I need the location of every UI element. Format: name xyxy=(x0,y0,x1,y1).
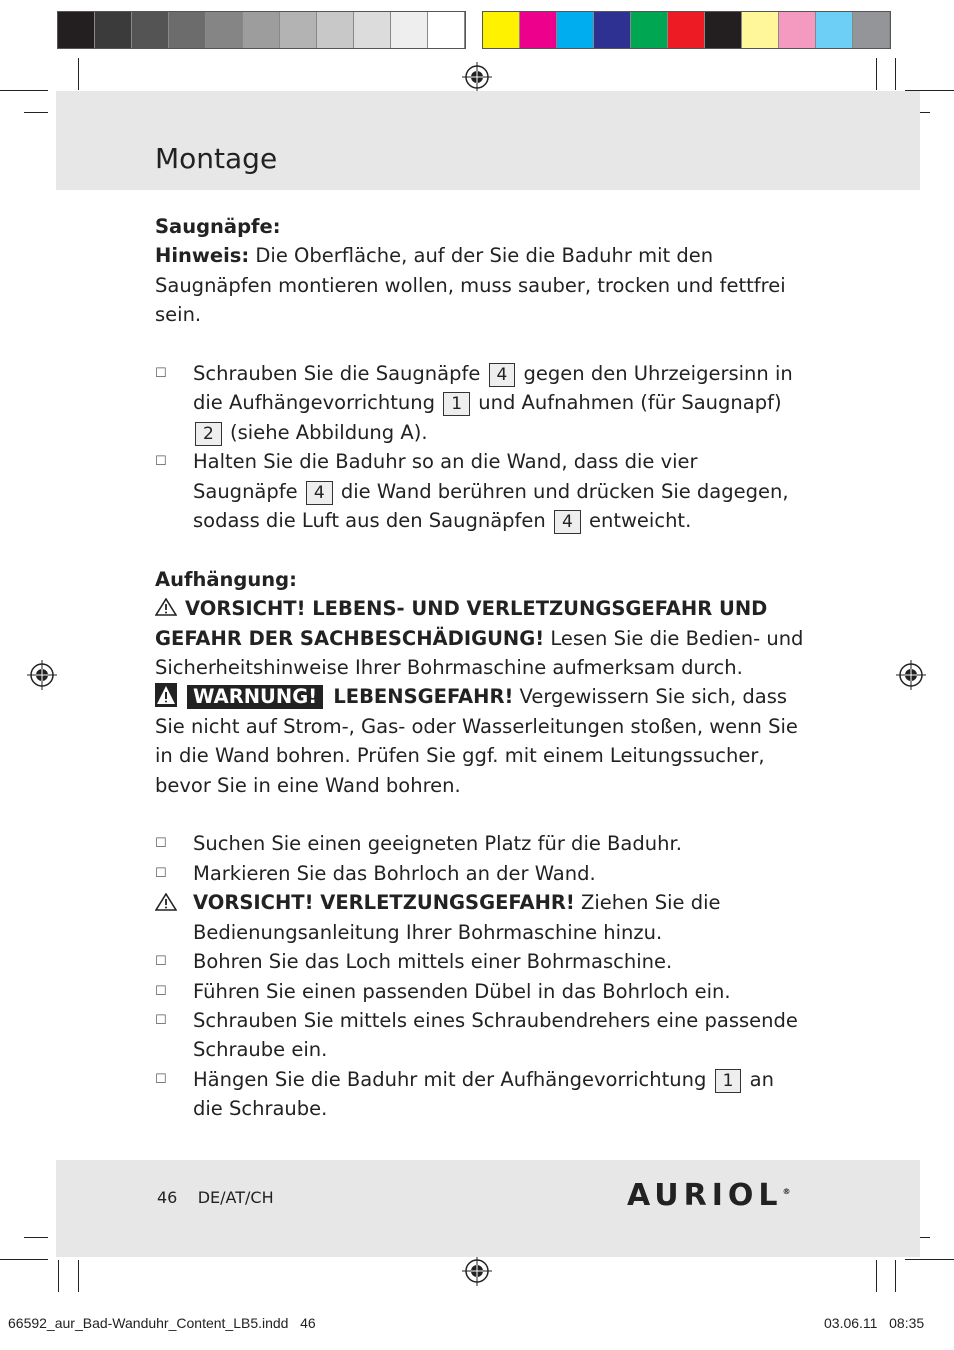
item-text: Bohren Sie das Loch mittels einer Bohrmaschine. xyxy=(193,950,673,974)
page-footer xyxy=(157,1188,274,1207)
item-text: Schrauben Sie mittels eines Schraubendrehers eine passende Schraube ein. xyxy=(193,1008,798,1062)
checkbox-bullet-icon: ☐ xyxy=(155,865,167,881)
list-item xyxy=(155,447,805,535)
part-number: 4 xyxy=(306,481,333,505)
item-text: Suchen Sie einen geeigneten Platz für die Baduhr. xyxy=(193,832,682,856)
item-text: Hängen Sie die Baduhr mit der Aufhängevorrichtung xyxy=(193,1067,707,1091)
checkbox-bullet-icon: ☐ xyxy=(155,1071,167,1087)
part-number: 2 xyxy=(195,422,222,446)
color-swatch xyxy=(853,12,890,48)
brand-name: AURIOL xyxy=(627,1178,783,1213)
item-text: (siehe Abbildung A). xyxy=(230,420,428,444)
color-swatch xyxy=(816,12,853,48)
caution-item xyxy=(155,888,805,947)
crop-mark xyxy=(876,58,877,90)
checkbox-bullet-icon: ☐ xyxy=(155,366,167,382)
warning-text: Vergewissern Sie sich, dass Sie nicht auf Strom-, Gas- oder Wasserleitungen stoßen, wenn Sie in die Wand bohren. Prüfen Sie ggf. mit einem Leitungssucher, bevor Sie in eine Wand bohren. xyxy=(155,685,798,797)
part-number: 1 xyxy=(443,392,470,416)
item-text: gegen den Uhrzeigersinn in die Aufhängevorrichtung xyxy=(193,362,793,415)
region-label: DE/AT/CH xyxy=(197,1188,274,1207)
list-item xyxy=(155,359,805,447)
crop-mark xyxy=(0,90,48,91)
warning-bold: LEBENSGEFAHR! xyxy=(333,685,514,709)
slug-filename: 66592_aur_Bad-Wanduhr_Content_LB5.indd 46 xyxy=(8,1315,316,1331)
warning-triangle-icon xyxy=(155,598,177,616)
page-number: 46 xyxy=(157,1188,178,1207)
list-item xyxy=(155,829,805,858)
checkbox-bullet-icon: ☐ xyxy=(155,1012,167,1028)
registration-mark-icon xyxy=(462,1256,492,1286)
note-label: Hinweis: xyxy=(155,244,250,268)
color-swatch xyxy=(169,12,206,48)
color-swatch xyxy=(742,12,779,48)
caution-bold: VORSICHT! LEBENS- UND VERLETZUNGSGEFAHR UND GEFAHR DER SACHBESCHÄDIGUNG! xyxy=(155,597,768,650)
item-text: Halten Sie die Baduhr so an die Wand, dass die vier Saugnäpfe xyxy=(193,450,698,503)
page-title: Montage xyxy=(155,142,278,175)
crop-mark xyxy=(78,58,79,90)
warning-triangle-icon xyxy=(155,893,177,911)
crop-mark xyxy=(895,58,896,90)
color-swatch xyxy=(132,12,169,48)
item-text: und Aufnahmen (für Saugnapf) xyxy=(478,391,782,415)
checkbox-bullet-icon: ☐ xyxy=(155,983,167,999)
caution-text: Ziehen Sie die Bedienungsanleitung Ihrer Bohrmaschine hinzu. xyxy=(193,891,721,944)
color-swatch xyxy=(206,12,243,48)
crop-mark xyxy=(24,1237,48,1238)
main-content xyxy=(155,212,805,1124)
crop-mark xyxy=(876,1260,877,1292)
list-item xyxy=(155,1006,805,1065)
registration-mark-icon xyxy=(27,660,57,690)
item-text: an die Schraube. xyxy=(193,1067,774,1121)
list-item xyxy=(155,859,805,888)
color-swatch xyxy=(631,12,668,48)
registered-mark: ® xyxy=(782,1187,791,1196)
color-swatch xyxy=(391,12,428,48)
color-swatch xyxy=(58,12,95,48)
slug-datetime: 03.06.11 08:35 xyxy=(824,1315,925,1331)
item-text: Schrauben Sie die Saugnäpfe xyxy=(193,362,481,386)
section-heading-suction: Saugnäpfe: xyxy=(155,215,281,238)
crop-mark xyxy=(24,112,48,113)
crop-mark xyxy=(58,1260,59,1292)
registration-mark-icon xyxy=(462,62,492,92)
item-text: die Wand berühren und drücken Sie dagegen, sodass die Luft aus den Saugnäpfen xyxy=(193,479,789,533)
crop-mark xyxy=(0,1259,48,1260)
gray-color-bar xyxy=(57,11,466,49)
warning-paragraph xyxy=(155,682,805,800)
color-swatch xyxy=(428,12,465,48)
header-band xyxy=(56,91,920,190)
list-item xyxy=(155,977,805,1006)
color-swatch xyxy=(779,12,816,48)
process-color-bar xyxy=(482,11,891,49)
color-swatch xyxy=(557,12,594,48)
registration-mark-icon xyxy=(896,660,926,690)
warning-triangle-icon xyxy=(155,683,177,707)
list-item xyxy=(155,1065,805,1124)
checkbox-bullet-icon: ☐ xyxy=(155,954,167,970)
part-number: 4 xyxy=(489,363,516,387)
color-swatch xyxy=(594,12,631,48)
list-item xyxy=(155,947,805,976)
color-swatch xyxy=(354,12,391,48)
crop-mark xyxy=(895,1260,896,1292)
crop-mark xyxy=(78,1260,79,1292)
color-swatch xyxy=(483,12,520,48)
warning-badge: WARNUNG! xyxy=(187,685,323,709)
part-number: 4 xyxy=(554,510,581,534)
color-swatch xyxy=(668,12,705,48)
color-swatch xyxy=(280,12,317,48)
caution-text: Lesen Sie die Bedien- und Sicherheitshinweise Ihrer Bohrmaschine aufmerksam durch. xyxy=(155,626,804,680)
color-swatch xyxy=(520,12,557,48)
color-swatch xyxy=(243,12,280,48)
checkbox-bullet-icon: ☐ xyxy=(155,836,167,852)
item-text: Führen Sie einen passenden Dübel in das Bohrloch ein. xyxy=(193,979,731,1003)
note-text: Die Oberfläche, auf der Sie die Baduhr mit den Saugnäpfen montieren wollen, muss sauber, trocken und fettfrei sein. xyxy=(155,244,786,327)
brand-logo xyxy=(627,1178,791,1213)
color-swatch xyxy=(705,12,742,48)
item-text: entweicht. xyxy=(588,509,692,533)
caution-paragraph xyxy=(155,594,805,682)
crop-mark xyxy=(905,1259,954,1260)
part-number: 1 xyxy=(715,1069,742,1093)
caution-bold: VORSICHT! VERLETZUNGSGEFAHR! xyxy=(193,891,575,915)
color-swatch xyxy=(95,12,132,48)
item-text: Markieren Sie das Bohrloch an der Wand. xyxy=(193,861,596,885)
checkbox-bullet-icon: ☐ xyxy=(155,454,167,470)
section-heading-hanging: Aufhängung: xyxy=(155,567,297,591)
color-swatch xyxy=(317,12,354,48)
note-paragraph xyxy=(155,241,805,329)
